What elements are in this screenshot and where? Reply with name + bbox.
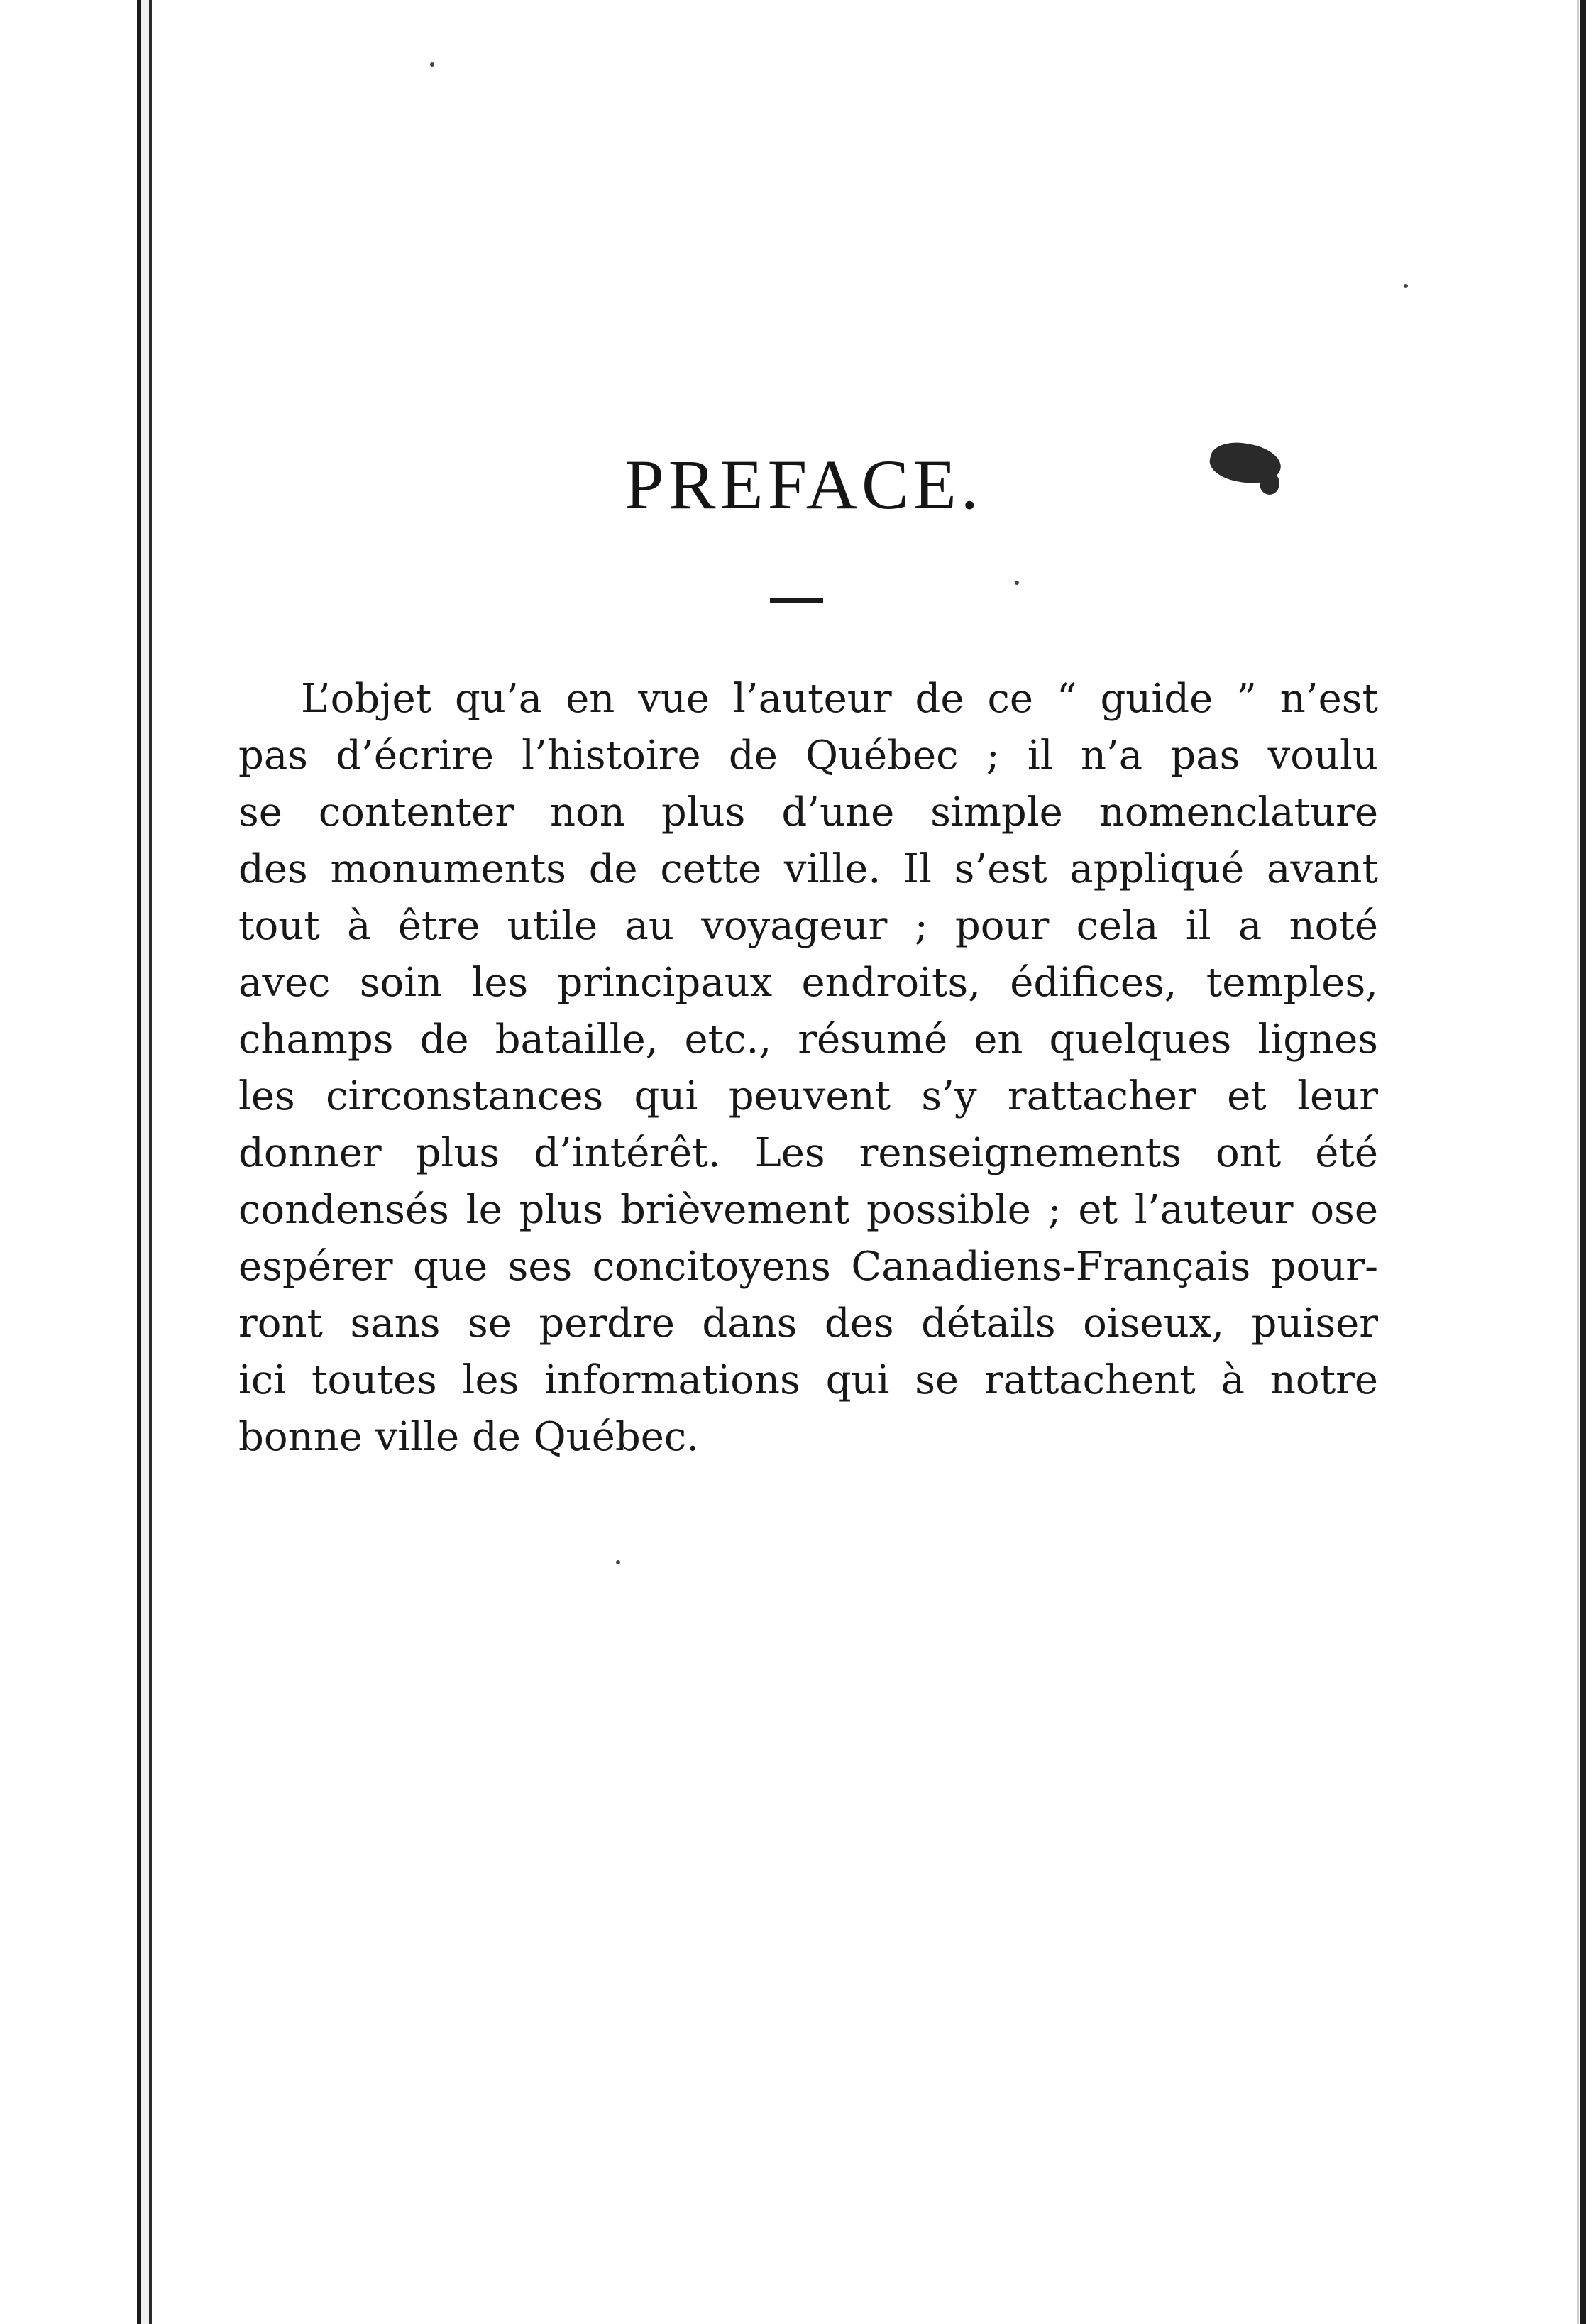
- paper-speck: [1404, 284, 1408, 288]
- paragraph-line: espérer que ses concitoyens Canadiens-Français pour-: [238, 1244, 1378, 1290]
- paragraph-line: se contenter non plus d’une simple nomenclature: [238, 789, 1378, 835]
- paragraph-line: bonne ville de Québec.: [238, 1414, 700, 1460]
- paragraph-line: L’objet qu’a en vue l’auteur de ce “ guide ” n’est: [301, 676, 1378, 722]
- page-right-edge: [1580, 0, 1586, 2324]
- binding-inner-line: [149, 0, 152, 2324]
- paragraph-line: champs de bataille, etc., résumé en quelques lignes: [238, 1016, 1378, 1063]
- preface-paragraph: [238, 671, 1378, 1466]
- paragraph-line: les circonstances qui peuvent s’y rattacher et leur: [238, 1073, 1378, 1119]
- paper-speck: [616, 1560, 620, 1564]
- paragraph-line: donner plus d’intérêt. Les renseignements ont été: [238, 1130, 1378, 1176]
- paragraph-line: tout à être utile au voyageur ; pour cela il a noté: [238, 903, 1378, 949]
- paragraph-line: ront sans se perdre dans des détails oiseux, puiser: [238, 1300, 1378, 1347]
- paper-speck: [1015, 581, 1019, 585]
- paragraph-line: ici toutes les informations qui se rattachent à notre: [238, 1357, 1378, 1403]
- paragraph-line: condensés le plus brièvement possible ; et l’auteur ose: [238, 1187, 1378, 1233]
- paragraph-line: pas d’écrire l’histoire de Québec ; il n’a pas voulu: [238, 733, 1378, 779]
- binding-gutter: [141, 0, 149, 2324]
- page-edge-shade: [1577, 0, 1579, 2324]
- paragraph-line: avec soin les principaux endroits, édifices, temples,: [238, 960, 1378, 1006]
- paragraph-line: des monuments de cette ville. Il s’est appliqué avant: [238, 846, 1378, 892]
- paper-speck: [430, 62, 434, 67]
- title-separator: [770, 598, 823, 603]
- page-title: PREFACE.: [624, 445, 983, 524]
